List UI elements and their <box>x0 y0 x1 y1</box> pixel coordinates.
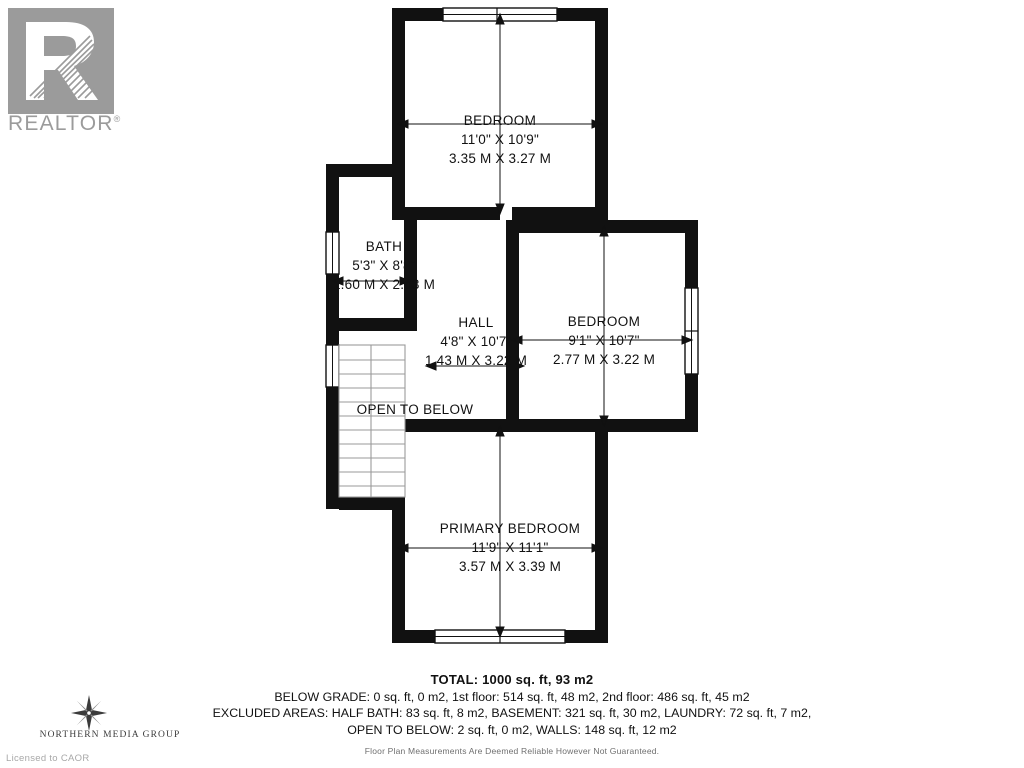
room-name: PRIMARY BEDROOM <box>439 521 581 536</box>
room-dim-metric: 1.60 M X 2.63 M <box>332 277 436 292</box>
room-label-bedroom-top <box>449 111 551 168</box>
room-dim-metric: 3.35 M X 3.27 M <box>448 151 552 166</box>
room-label-bedroom-right <box>553 312 655 369</box>
room-dim-imperial: 5'3" X 8'8" <box>352 258 416 273</box>
summary-disclaimer: Floor Plan Measurements Are Deemed Reliable However Not Guaranteed. <box>364 746 660 756</box>
room-dim-metric: 3.57 M X 3.39 M <box>458 559 562 574</box>
summary-below-grade: BELOW GRADE: 0 sq. ft, 0 m2, 1st floor: 514 sq. ft, 48 m2, 2nd floor: 486 sq. ft, 45 m2 <box>274 689 750 704</box>
room-dim-imperial: 11'9" X 11'1" <box>471 540 549 555</box>
realtor-registered-mark: ® <box>113 114 122 124</box>
room-dim-metric: 1.43 M X 3.22 M <box>424 353 528 368</box>
compass-icon <box>70 694 108 732</box>
staircase <box>339 345 405 497</box>
licensed-footer: Licensed to CAOR <box>6 753 90 764</box>
room-label-bath <box>333 237 435 294</box>
northern-media-group-text: NORTHERN MEDIA GROUP <box>39 730 181 740</box>
room-label-primary-bedroom <box>440 519 581 576</box>
open-to-below-label: OPEN TO BELOW <box>356 402 474 417</box>
room-name: BEDROOM <box>463 113 537 128</box>
room-dim-metric: 2.77 M X 3.22 M <box>552 352 656 367</box>
room-name: BATH <box>365 239 403 254</box>
summary-total: TOTAL: 1000 sq. ft, 93 m2 <box>430 672 594 687</box>
room-dim-imperial: 11'0" X 10'9" <box>461 132 539 147</box>
northern-media-group-logo <box>20 694 200 740</box>
realtor-wordmark-text: REALTOR <box>8 112 114 135</box>
room-dim-imperial: 4'8" X 10'7" <box>440 334 512 349</box>
summary-open-to-below: OPEN TO BELOW: 2 sq. ft, 0 m2, WALLS: 148 sq. ft, 12 m2 <box>347 722 677 737</box>
room-dim-imperial: 9'1" X 10'7" <box>568 333 640 348</box>
room-name: BEDROOM <box>567 314 641 329</box>
room-label-hall <box>425 313 527 370</box>
summary-excluded-areas: EXCLUDED AREAS: HALF BATH: 83 sq. ft, 8 m2, BASEMENT: 321 sq. ft, 30 m2, LAUNDRY: 72 sq. ft, 7 m2, <box>212 706 812 720</box>
room-name: HALL <box>458 315 494 330</box>
